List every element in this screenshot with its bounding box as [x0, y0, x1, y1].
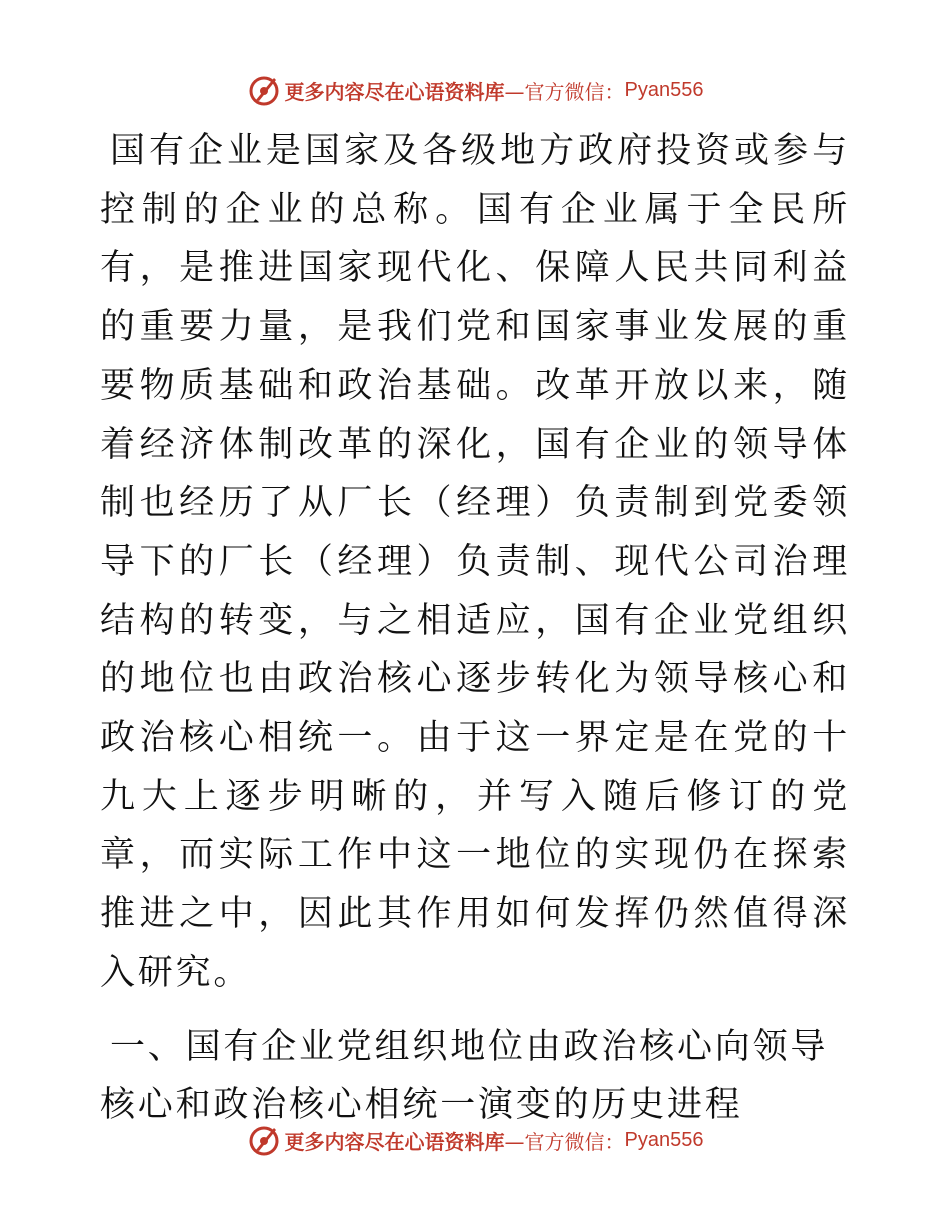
banner-wechat-label: —官方微信：: [504, 1129, 625, 1154]
header-banner: [0, 70, 950, 110]
banner-wechat-label: —官方微信：: [504, 79, 625, 104]
body-paragraph: 国有企业是国家及各级地方政府投资或参与控制的企业的总称。国有企业属于全民所有，是推进国家现代化、保障人民共同利益的重要力量，是我们党和国家事业发展的重要物质基础和政治基础。改革开放以来，随着经济体制改革的深化，国有企业的领导体制也经历了从厂长（经理）负责制到党委领导下的厂长（经理）负责制、现代公司治理结构的转变，与之相适应，国有企业党组织的地位也由政治核心逐步转化为领导核心和政治核心相统一。由于这一界定是在党的十九大上逐步明晰的，并写入随后修订的党章，而实际工作中这一地位的实现仍在探索推进之中，因此其作用如何发挥仍然值得深入研究。: [100, 131, 850, 993]
banner-site-text: 更多内容尽在心语资料库: [284, 79, 505, 104]
quill-circle-logo-icon: [247, 1123, 281, 1157]
banner-wechat-id: Pyan556: [624, 1128, 704, 1151]
footer-banner: [0, 1120, 950, 1160]
document-body: [100, 122, 850, 1134]
section-heading: 一、国有企业党组织地位由政治核心向领导核心和政治核心相统一演变的历史进程: [100, 1026, 829, 1125]
quill-circle-logo-icon: [247, 73, 281, 107]
banner-wechat-id: Pyan556: [624, 78, 704, 101]
banner-site-text: 更多内容尽在心语资料库: [284, 1129, 505, 1154]
